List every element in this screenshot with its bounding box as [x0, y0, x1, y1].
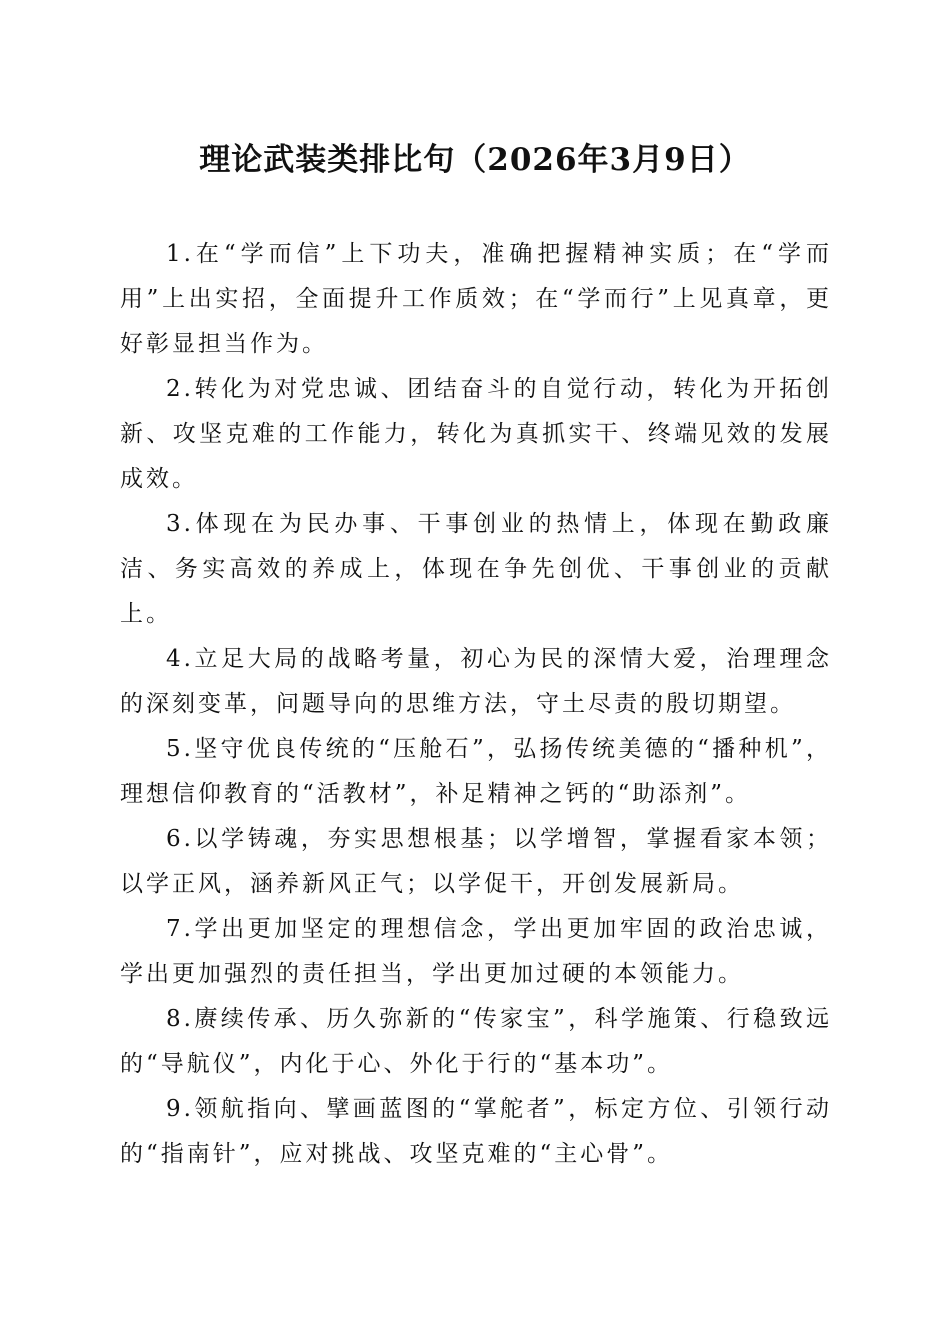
paragraph-7: 7.学出更加坚定的理想信念，学出更加牢固的政治忠诚，学出更加强烈的责任担当，学出更加过硬的本领能力。 — [120, 916, 832, 987]
document-body — [120, 232, 832, 1177]
paragraph-4: 4.立足大局的战略考量，初心为民的深情大爱，治理理念的深刻变革，问题导向的思维方法，守土尽责的殷切期望。 — [120, 646, 832, 717]
paragraph-2: 2.转化为对党忠诚、团结奋斗的自觉行动，转化为开拓创新、攻坚克难的工作能力，转化为真抓实干、终端见效的发展成效。 — [120, 376, 832, 492]
document-title: 理论武装类排比句（2026年3月9日） — [199, 142, 751, 178]
paragraph-5: 5.坚守优良传统的“压舱石”，弘扬传统美德的“播种机”，理想信仰教育的“活教材”，补足精神之钙的“助添剂”。 — [120, 736, 832, 807]
paragraph-6: 6.以学铸魂，夯实思想根基；以学增智，掌握看家本领；以学正风，涵养新风正气；以学促干，开创发展新局。 — [120, 826, 832, 897]
paragraph-3: 3.体现在为民办事、干事创业的热情上，体现在勤政廉洁、务实高效的养成上，体现在争先创优、干事创业的贡献上。 — [120, 511, 832, 627]
paragraph-8: 8.赓续传承、历久弥新的“传家宝”，科学施策、行稳致远的“导航仪”，内化于心、外化于行的“基本功”。 — [120, 1006, 832, 1077]
paragraph-9: 9.领航指向、擘画蓝图的“掌舵者”，标定方位、引领行动的“指南针”，应对挑战、攻坚克难的“主心骨”。 — [120, 1096, 832, 1167]
paragraph-1: 1.在“学而信”上下功夫，准确把握精神实质；在“学而用”上出实招，全面提升工作质效；在“学而行”上见真章，更好彰显担当作为。 — [120, 241, 832, 357]
